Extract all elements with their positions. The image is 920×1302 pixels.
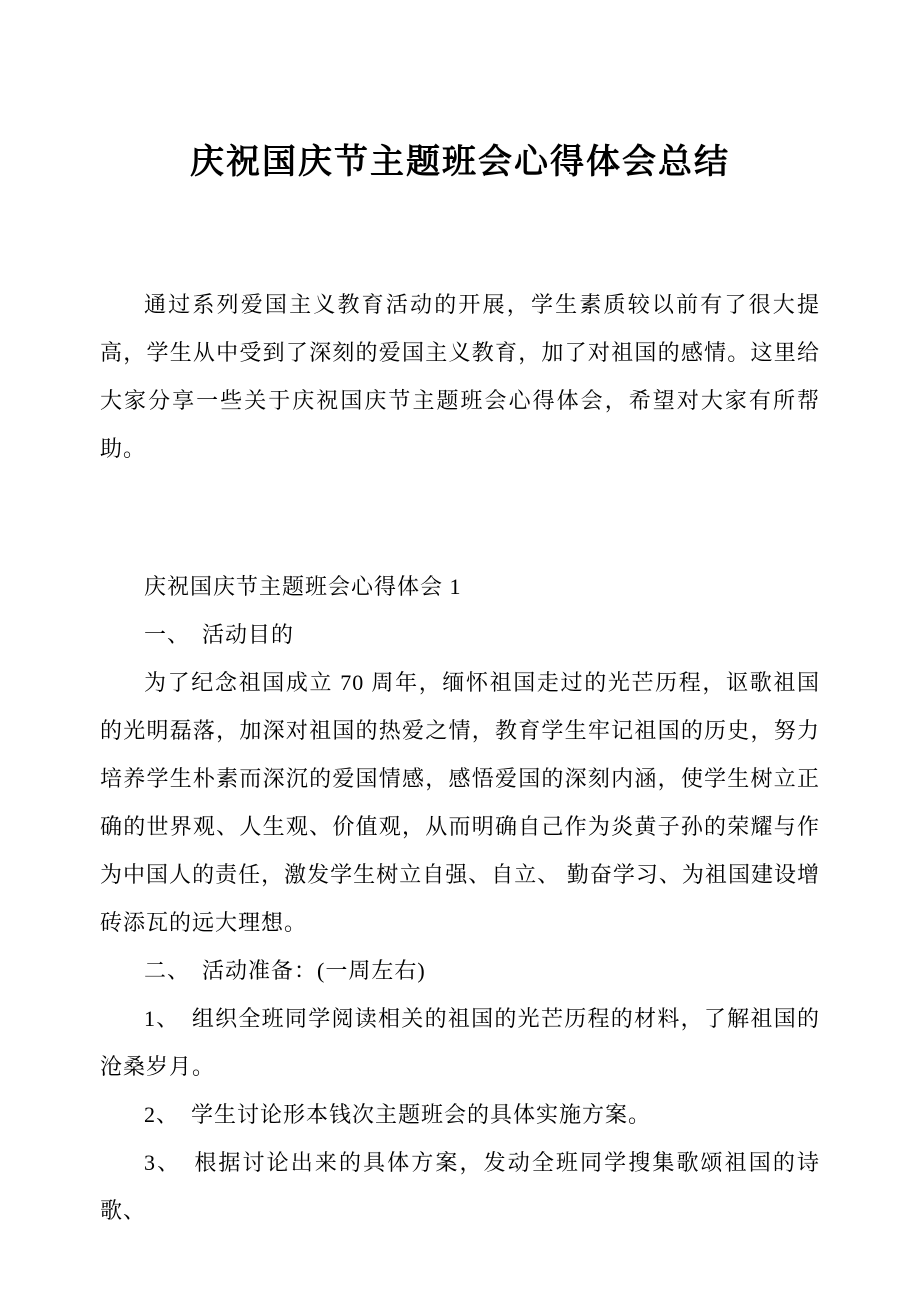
intro-paragraph: 通过系列爱国主义教育活动的开展，学生素质较以前有了很大提高，学生从中受到了深刻的爱国主义教育，加了对祖国的感情。这里给大家分享一些关于庆祝国庆节主题班会心得体会，希望对大家有所帮助。 — [100, 291, 820, 461]
heading-activity-preparation: 二、 活动准备：(一周左右) — [144, 957, 426, 983]
paragraph-activity-purpose: 为了纪念祖国成立 70 周年，缅怀祖国走过的光芒历程，讴歌祖国的光明磊落，加深对祖国的热爱之情，教育学生牢记祖国的历史，努力培养学生朴素而深沉的爱国情感，感悟爱国的深刻内涵，使学生树立正确的世界观、人生观、价值观，从而明确自己作为炎黄子孙的荣耀与作为中国人的责任，激发学生树立自强、自立、 勤奋学习、为祖国建设增砖添瓦的远大理想。 — [100, 669, 820, 935]
heading-activity-purpose: 一、 活动目的 — [144, 621, 295, 647]
list-item-2: 2、 学生讨论形本钱次主题班会的具体实施方案。 — [144, 1101, 652, 1127]
document-body — [100, 563, 820, 1235]
list-item-1: 1、 组织全班同学阅读相关的祖国的光芒历程的材料，了解祖国的沧桑岁月。 — [100, 1005, 820, 1079]
section-title: 庆祝国庆节主题班会心得体会 1 — [144, 573, 462, 599]
document-title: 庆祝国庆节主题班会心得体会总结 — [190, 144, 730, 181]
list-item-3: 3、 根据讨论出来的具体方案，发动全班同学搜集歌颂祖国的诗歌、 — [100, 1149, 820, 1223]
